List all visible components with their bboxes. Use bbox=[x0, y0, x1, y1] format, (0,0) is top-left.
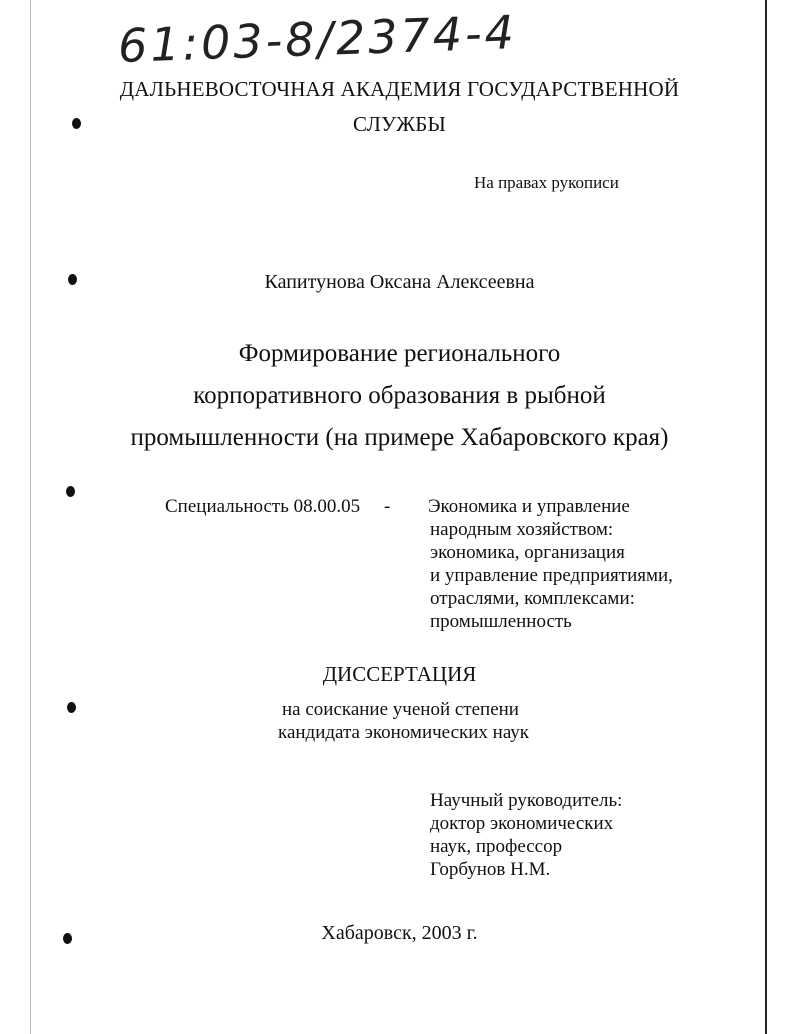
specialty-line: и управление предприятиями, bbox=[430, 565, 673, 586]
thesis-title-line-1: Формирование регионального bbox=[238, 340, 561, 367]
degree-line-1: на соискание ученой степени bbox=[282, 699, 519, 720]
archive-code-handwritten: 61:03-8/2374-4 bbox=[117, 5, 518, 73]
document-type: ДИССЕРТАЦИЯ bbox=[322, 662, 477, 686]
institution-line-1: ДАЛЬНЕВОСТОЧНАЯ АКАДЕМИЯ ГОСУДАРСТВЕННОЙ bbox=[119, 77, 680, 101]
scan-edge-left bbox=[30, 0, 31, 1034]
specialty-line: промышленность bbox=[430, 611, 572, 632]
supervisor-line-1: Научный руководитель: bbox=[430, 790, 623, 811]
supervisor-name: Горбунов Н.М. bbox=[430, 859, 551, 880]
specialty-line: народным хозяйством: bbox=[430, 519, 614, 540]
specialty-line: Экономика и управление bbox=[428, 496, 630, 517]
city-year: Хабаровск, 2003 г. bbox=[321, 922, 478, 944]
thesis-title-line-3: промышленности (на примере Хабаровского края) bbox=[130, 424, 669, 451]
supervisor-line-3: наук, профессор bbox=[430, 836, 563, 857]
specialty-dash: - bbox=[384, 496, 391, 517]
supervisor-line-2: доктор экономических bbox=[430, 813, 614, 834]
binding-hole-mark bbox=[66, 486, 75, 497]
binding-hole-mark bbox=[67, 702, 76, 713]
specialty-label: Специальность 08.00.05 bbox=[165, 496, 361, 517]
specialty-line: экономика, организация bbox=[430, 542, 625, 563]
specialty-line: отраслями, комплексами: bbox=[430, 588, 635, 609]
author-name: Капитунова Оксана Алексеевна bbox=[264, 271, 535, 293]
degree-line-2: кандидата экономических наук bbox=[278, 722, 530, 743]
thesis-title-line-2: корпоративного образования в рыбной bbox=[193, 382, 606, 409]
institution-line-2: СЛУЖБЫ bbox=[353, 112, 446, 136]
scan-edge-right bbox=[765, 0, 767, 1034]
manuscript-note: На правах рукописи bbox=[474, 173, 619, 192]
